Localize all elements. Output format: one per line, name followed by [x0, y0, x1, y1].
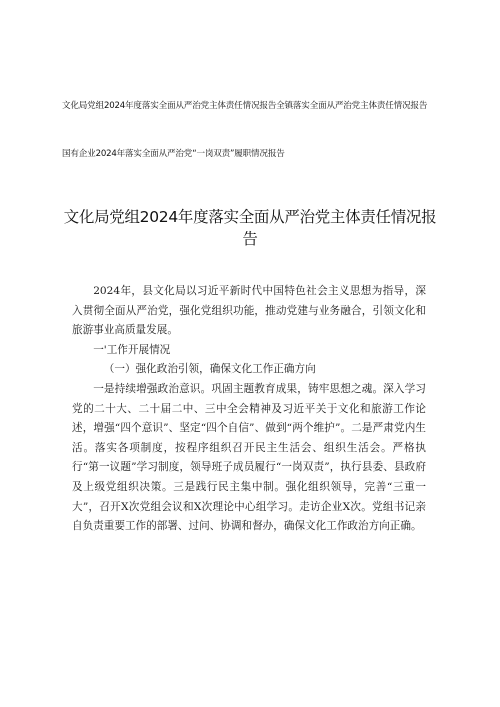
subsection-heading: （一）强化政治引领，确保文化工作正确方向 [103, 363, 316, 376]
body-paragraph: 一是持续增强政治意识。巩固主题教育成果，铸牢思想之魂。深入学习党的二十大、二十届二中、三中全会精神及习近平关于文化和旅游工作论述，增强“四个意识”、坚定“四个自信”、做到“两个维护”。二是严肃党内生活。落实各项制度，按程序组织召开民主生活会、组织生活会。严格执行“第一议题”学习制度，领导班子成员履行“一岗双责”，执行县委、县政府及上级党组织决策。三是践行民主集中制。强化组织领导，完善“三重一大”，召开X次党组会议和X次理论中心组学习。走访企业X次。党组书记亲自负责重要工作的部署、过问、协调和督办，确保文化工作政治方向正确。 [72, 382, 426, 533]
toc-link-1[interactable]: 文化局党组2024年度落实全面从严治党主体责任情况报告全镇落实全面从严治党主体责任情况报告 [62, 101, 428, 111]
document-body [72, 282, 426, 537]
document-title: 文化局党组2024年度落实全面从严治党主体责任情况报告 [63, 208, 437, 248]
section-heading: 一'工作开展情况 [93, 343, 171, 356]
intro-paragraph: 2024年，县文化局以习近平新时代中国特色社会主义思想为指导，深入贯彻全面从严治党，强化党组织功能，推动党建与业务融合，引领文化和旅游事业高质量发展。 [72, 285, 426, 337]
toc-link-2[interactable]: 国有企业2024年落实全面从严治党“一岗双责”履职情况报告 [62, 149, 285, 159]
